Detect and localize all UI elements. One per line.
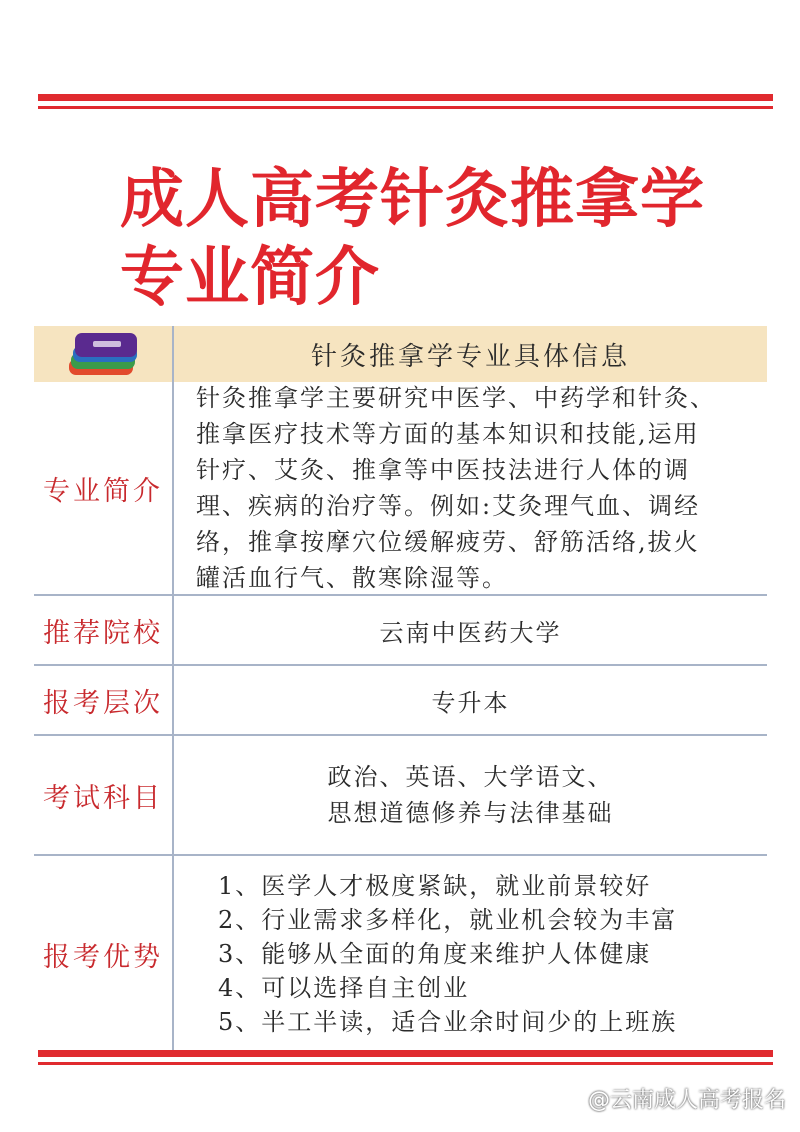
row-advantages [34, 856, 767, 1052]
row-label-school: 推荐院校 [34, 596, 174, 664]
intro-line: 络，推拿按摩穴位缓解疲劳、舒筋活络,拔火 [196, 528, 700, 556]
subjects-line: 政治、英语、大学语文、 [327, 763, 614, 791]
row-label-advantages: 报考优势 [34, 856, 174, 1052]
row-school [34, 596, 767, 666]
table-header-row [34, 326, 767, 382]
top-border-thick [38, 94, 773, 101]
intro-paragraph [174, 380, 767, 596]
header-logo-cell [34, 326, 174, 382]
row-content-subjects [174, 736, 767, 854]
row-label-intro: 专业简介 [34, 382, 174, 594]
row-value-level: 专升本 [431, 688, 510, 717]
list-item: 1、医学人才极度紧缺，就业前景较好 [218, 872, 652, 900]
intro-line: 针疗、艾灸、推拿等中医技法进行人体的调 [196, 456, 690, 484]
intro-line: 理、疾病的治疗等。例如:艾灸理气血、调经 [196, 492, 701, 520]
list-item: 4、可以选择自主创业 [218, 974, 470, 1002]
intro-line: 罐活血行气、散寒除湿等。 [196, 564, 508, 592]
watermark: @云南成人高考报名 [587, 1088, 786, 1113]
list-item: 2、行业需求多样化，就业机会较为丰富 [218, 906, 678, 934]
intro-line: 针灸推拿学主要研究中医学、中药学和针灸、 [196, 384, 716, 412]
row-level [34, 666, 767, 736]
list-item: 5、半工半读，适合业余时间少的上班族 [218, 1008, 678, 1036]
stacked-books-icon [63, 329, 143, 379]
top-border-thin [38, 106, 773, 109]
row-label-level: 报考层次 [34, 666, 174, 734]
row-value-school: 云南中医药大学 [379, 618, 562, 647]
page-title-line2: 专业简介 [120, 241, 380, 315]
row-subjects [34, 736, 767, 856]
row-intro [34, 382, 767, 596]
list-item: 3、能够从全面的角度来维护人体健康 [218, 940, 652, 968]
info-table [34, 326, 767, 1052]
bottom-border-thick [38, 1050, 773, 1057]
intro-line: 推拿医疗技术等方面的基本知识和技能,运用 [196, 420, 700, 448]
row-content-intro [174, 382, 767, 594]
subjects-line: 思想道德修养与法律基础 [327, 799, 614, 827]
bottom-border-thin [38, 1062, 773, 1065]
table-header-title: 针灸推拿学专业具体信息 [310, 341, 630, 372]
row-label-subjects: 考试科目 [34, 736, 174, 854]
page-title-line1: 成人高考针灸推拿学 [120, 163, 705, 237]
row-content-advantages [174, 856, 767, 1052]
